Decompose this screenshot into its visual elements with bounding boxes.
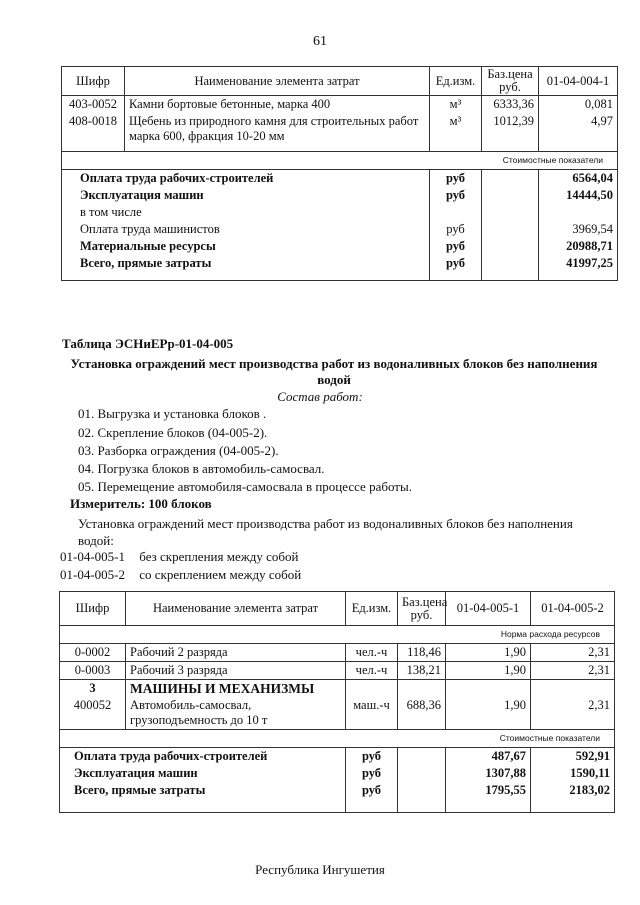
section-code: 3: [60, 680, 126, 698]
row-price: 138,21: [398, 662, 446, 680]
cost-indicators-label: Стоимостные показатели: [60, 730, 615, 748]
row-unit: м³: [430, 96, 482, 114]
row-unit: м³: [430, 113, 482, 151]
section-label-row: [62, 151, 618, 169]
summary-value-2: 2183,02: [531, 782, 615, 812]
table-name: Установка ограждений мест производства работ из водоналивных блоков без наполнения водой: [70, 356, 598, 387]
table-row: [62, 113, 618, 151]
summary-row: [62, 238, 618, 255]
variant-code: 01-04-005-1: [60, 549, 125, 564]
table-header-row: [60, 592, 615, 626]
row-value-1: 1,90: [446, 644, 531, 662]
row-name: Рабочий 2 разряда: [126, 644, 346, 662]
summary-label: Оплата труда рабочих-строителей: [62, 169, 430, 187]
page-footer: Республика Ингушетия: [255, 862, 385, 877]
summary-unit: руб: [346, 782, 398, 812]
summary-label: Оплата труда рабочих-строителей: [60, 748, 346, 766]
summary-unit: руб: [430, 169, 482, 187]
summary-value: 20988,71: [539, 238, 618, 255]
row-code: 408-0018: [62, 113, 125, 151]
summary-value-1: 487,67: [446, 748, 531, 766]
resource-table-2: [59, 591, 615, 813]
row-code: 0-0003: [60, 662, 126, 680]
summary-unit: руб: [346, 765, 398, 782]
variant-text: без скрепления между собой: [139, 549, 299, 564]
summary-row: [60, 748, 615, 766]
summary-unit: руб: [430, 221, 482, 238]
variant-item: [60, 567, 301, 583]
summary-value-1: 1795,55: [446, 782, 531, 812]
resource-table-1: [61, 66, 618, 281]
col-header-price: Баз.цена руб.: [398, 592, 446, 626]
col-header-code-value: 01-04-004-1: [539, 67, 618, 96]
summary-label: Материальные ресурсы: [62, 238, 430, 255]
row-unit: чел.-ч: [346, 662, 398, 680]
summary-row: [62, 187, 618, 204]
row-price: 688,36: [398, 697, 446, 730]
variant-item: [60, 549, 298, 565]
summary-row: [60, 782, 615, 812]
summary-unit: руб: [346, 748, 398, 766]
col-header-code: Шифр: [60, 592, 126, 626]
row-value-2: 2,31: [531, 697, 615, 730]
row-price: 1012,39: [482, 113, 539, 151]
row-code: 0-0002: [60, 644, 126, 662]
summary-unit: руб: [430, 238, 482, 255]
operation-item: 02. Скрепление блоков (04-005-2).: [78, 425, 268, 440]
row-value: 0,081: [539, 96, 618, 114]
summary-row: [62, 255, 618, 281]
row-code: 400052: [60, 697, 126, 730]
section-row: [60, 680, 615, 698]
col-header-code: Шифр: [62, 67, 125, 96]
summary-unit: руб: [430, 255, 482, 281]
cost-indicators-label: Стоимостные показатели: [62, 151, 618, 169]
summary-unit: руб: [430, 187, 482, 204]
variant-code: 01-04-005-2: [60, 567, 125, 582]
col-header-unit: Ед.изм.: [346, 592, 398, 626]
summary-label: Всего, прямые затраты: [60, 782, 346, 812]
operation-item: 04. Погрузка блоков в автомобиль-самосвал.: [78, 461, 325, 476]
summary-label: Всего, прямые затраты: [62, 255, 430, 281]
operation-item: 03. Разборка ограждения (04-005-2).: [78, 443, 279, 458]
section-name: МАШИНЫ И МЕХАНИЗМЫ: [126, 680, 346, 698]
section-label-row: [60, 626, 615, 644]
summary-label: Эксплуатация машин: [60, 765, 346, 782]
row-value: 4,97: [539, 113, 618, 151]
row-value-1: 1,90: [446, 697, 531, 730]
row-name: Камни бортовые бетонные, марка 400: [125, 96, 430, 114]
row-unit: чел.-ч: [346, 644, 398, 662]
summary-row: [62, 169, 618, 187]
table-title: Таблица ЭСНиЕРр-01-04-005: [62, 336, 234, 351]
row-name: Рабочий 3 разряда: [126, 662, 346, 680]
summary-value: 6564,04: [539, 169, 618, 187]
measure-unit: Измеритель: 100 блоков: [70, 496, 212, 511]
table-row: [62, 96, 618, 114]
row-code: 403-0052: [62, 96, 125, 114]
table-row: [60, 644, 615, 662]
row-price: 118,46: [398, 644, 446, 662]
summary-label: в том числе: [62, 204, 430, 221]
row-value-1: 1,90: [446, 662, 531, 680]
table-row: [60, 662, 615, 680]
col-header-name: Наименование элемента затрат: [126, 592, 346, 626]
operation-item: 01. Выгрузка и установка блоков .: [78, 406, 267, 421]
col-header-price: Баз.цена руб.: [482, 67, 539, 96]
summary-value: 3969,54: [539, 221, 618, 238]
summary-value-2: 592,91: [531, 748, 615, 766]
page-number: 61: [313, 34, 327, 49]
summary-row: [62, 221, 618, 238]
resource-norm-label: Норма расхода ресурсов: [60, 626, 615, 644]
summary-value: 41997,25: [539, 255, 618, 281]
variant-text: со скреплением между собой: [139, 567, 302, 582]
section-label-row: [60, 730, 615, 748]
col-header-unit: Ед.изм.: [430, 67, 482, 96]
table-row: [60, 697, 615, 730]
summary-label: Оплата труда машинистов: [62, 221, 430, 238]
summary-value-1: 1307,88: [446, 765, 531, 782]
row-value-2: 2,31: [531, 644, 615, 662]
row-name: Автомобиль-самосвал, грузоподъемность до 10 т: [126, 697, 346, 730]
summary-row: [62, 204, 618, 221]
summary-row: [60, 765, 615, 782]
variants-intro: Установка ограждений мест производства работ из водоналивных блоков без наполнения водой:: [78, 516, 573, 548]
col-header-name: Наименование элемента затрат: [125, 67, 430, 96]
row-unit: маш.-ч: [346, 697, 398, 730]
row-name: Щебень из природного камня для строительных работ марка 600, фракция 10-20 мм: [125, 113, 430, 151]
col-header-variant-1: 01-04-005-1: [446, 592, 531, 626]
row-value-2: 2,31: [531, 662, 615, 680]
table-header-row: [62, 67, 618, 96]
operation-item: 05. Перемещение автомобиля-самосвала в процессе работы.: [78, 479, 412, 494]
summary-value-2: 1590,11: [531, 765, 615, 782]
col-header-variant-2: 01-04-005-2: [531, 592, 615, 626]
work-composition-heading: Состав работ:: [277, 389, 363, 404]
row-price: 6333,36: [482, 96, 539, 114]
summary-value: 14444,50: [539, 187, 618, 204]
summary-label: Эксплуатация машин: [62, 187, 430, 204]
